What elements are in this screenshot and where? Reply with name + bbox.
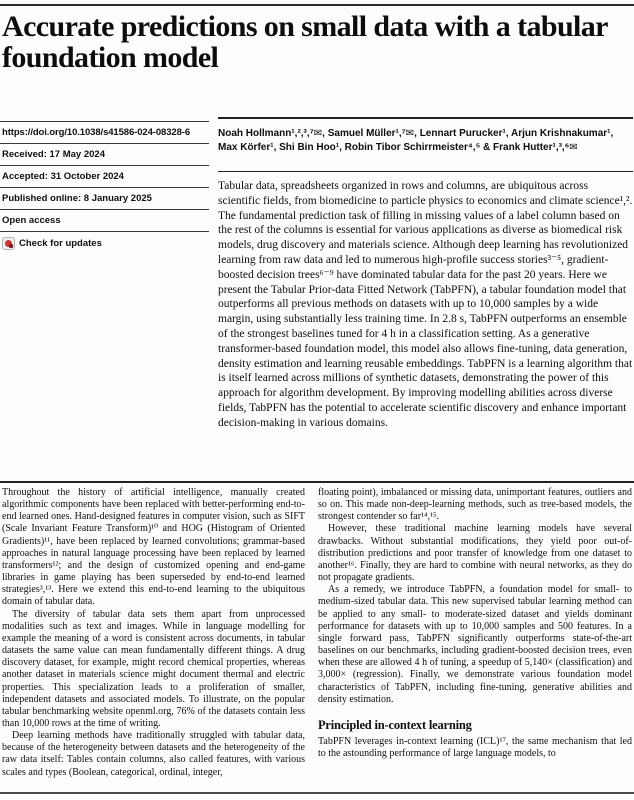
bottom-rule bbox=[0, 792, 634, 794]
accepted-row bbox=[0, 165, 209, 187]
received-row bbox=[0, 143, 209, 165]
body-paragraph: As a remedy, we introduce TabPFN, a foundation model for small- to medium-sized tabular data. This new supervised tabular learning method can be applied to any small- to moderate-sized dataset and yields dominant performance for datasets with up to 10,000 samples and 500 features. In a single forward pass, TabPFN significantly outperforms state-of-the-art baselines on our benchmarks, including gradient-boosted decision trees, even when these are allowed 4 h of tuning, a speedup of 5,140× (classification) and 3,000× (regression). Finally, we demonstrate various foundation model characteristics of TabPFN, including fine-tuning, generative abilities and density estimation. bbox=[318, 584, 632, 705]
crossmark-icon bbox=[2, 237, 15, 250]
article-metadata-panel bbox=[0, 121, 209, 255]
body-paragraph: TabPFN leverages in-context learning (ICL)¹⁷, the same mechanism that led to the astounding performance of large language models, to bbox=[318, 735, 632, 759]
body-column-left bbox=[2, 487, 305, 779]
published-row bbox=[0, 187, 209, 209]
received-date: Received: 17 May 2024 bbox=[2, 149, 105, 160]
doi-row bbox=[0, 121, 209, 143]
body-paragraph: However, these traditional machine learning models have several drawbacks. Without substantial modifications, they yield poor out-of-distribution predictions and poor transfer of knowledge from one dataset to another¹⁶. Finally, they are hard to combine with neural networks, as they do not propagate gradients. bbox=[318, 523, 632, 584]
body-column-right bbox=[318, 487, 632, 760]
abstract-text: Tabular data, spreadsheets organized in rows and columns, are ubiquitous across scientific fields, from biomedicine to particle physics to economics and climate science¹,². The fundamental prediction task of filling in missing values of a label column based on the rest of the columns is essential for various applications as diverse as biomedical risk models, drug discovery and materials science. Although deep learning has revolutionized learning from raw data and led to numerous high-profile success stories³⁻⁵, gradient-boosted decision trees⁶⁻⁹ have dominated tabular data for the past 20 years. Here we present the Tabular Prior-data Fitted Network (TabPFN), a tabular foundation model that outperforms all previous methods on datasets with up to 10,000 samples by a wide margin, using substantially less training time. In 2.8 s, TabPFN outperforms an ensemble of the strongest baselines tuned for 4 h in a classification setting. As a generative transformer-based foundation model, this model also allows fine-tuning, data generation, density estimation and learning reusable embeddings. TabPFN is a learning algorithm that is itself learned across millions of synthetic datasets, demonstrating the power of this approach for algorithm development. By improving modelling abilities across diverse fields, TabPFN has the potential to accelerate scientific discovery and enhance important decision-making in various domains. bbox=[218, 171, 633, 431]
open-access-label: Open access bbox=[2, 215, 61, 226]
section-heading: Principled in-context learning bbox=[318, 717, 472, 732]
body-columns bbox=[2, 487, 632, 791]
body-paragraph: The diversity of tabular data sets them apart from unprocessed modalities such as text and images. While in language modelling for example the meaning of a word is consistent across documents, in tabular datasets the same value can mean fundamentally different things. A drug discovery dataset, for example, might record chemical properties, whereas another dataset in materials science might document thermal and electric properties. This specialization leads to a proliferation of smaller, independent datasets and associated models. To illustrate, on the popular tabular benchmarking website openml.org, 76% of the datasets contain less than 10,000 rows at the time of writing. bbox=[2, 608, 305, 729]
check-updates-badge[interactable] bbox=[0, 231, 209, 255]
body-paragraph: Deep learning methods have traditionally struggled with tabular data, because of the heterogeneity between datasets and the heterogeneity of the raw data itself: Tables contain columns, also called features, with various scales and types (Boolean, categorical, ordinal, integer, bbox=[2, 730, 305, 778]
accepted-date: Accepted: 31 October 2024 bbox=[2, 171, 124, 182]
body-paragraph: Throughout the history of artificial intelligence, manually created algorithmic components have been replaced with better-performing end-to-end learned ones. Hand-designed features in computer vision, such as SIFT (Scale Invariant Feature Transform)¹⁰ and HOG (Histogram of Oriented Gradients)¹¹, have been replaced by learned convolutions; grammar-based approaches in natural language processing have been replaced by learned transformers¹²; and the design of customized opening and end-game libraries in game playing has been superseded by end-to-end learned strategies³,¹³. Here we extend this end-to-end learning to the ubiquitous domain of tabular data. bbox=[2, 487, 305, 608]
body-divider-rule bbox=[0, 481, 634, 483]
body-paragraph: floating point), imbalanced or missing data, unimportant features, outliers and so on. This made non-deep-learning methods, such as tree-based models, the strongest contender so far¹⁴,¹⁵. bbox=[318, 487, 632, 523]
page-title: Accurate predictions on small data with a tabular foundation model bbox=[2, 10, 608, 74]
check-updates-label: Check for updates bbox=[19, 238, 102, 249]
top-rule bbox=[0, 4, 634, 6]
doi-link[interactable]: https://doi.org/10.1038/s41586-024-08328-6 bbox=[2, 127, 191, 138]
published-online-date: Published online: 8 January 2025 bbox=[2, 193, 152, 204]
authors-line: Noah Hollmann¹,²,³,⁷✉, Samuel Müller¹,⁷✉, Lennart Purucker¹, Arjun Krishnakumar¹, Max Körfer¹, Shi Bin Hoo¹, Robin Tibor Schirrmeister⁴,⁵ & Frank Hutter¹,³,⁶✉ bbox=[218, 117, 633, 155]
open-access-row bbox=[0, 209, 209, 231]
